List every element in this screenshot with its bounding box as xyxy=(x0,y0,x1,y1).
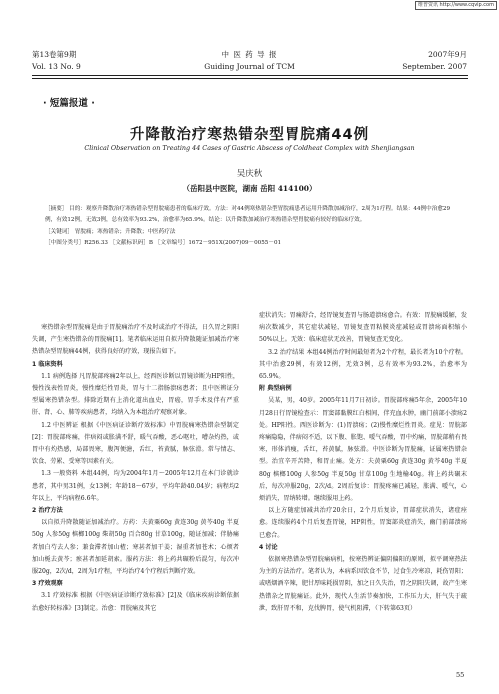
header-rule-second xyxy=(32,78,468,79)
header-date-cn: 2007年9月 xyxy=(428,50,467,59)
abstract-classification: ［中图分类号］R256.33 ［文献标识码］B ［文章编号］1672－951X(2007)09－0055－01 xyxy=(45,240,282,247)
body-right-column xyxy=(259,310,467,615)
body-paragraph: 3.2 治疗结果 本组44例治疗时间最短者为2个疗程，最长者为10个疗程。其中治愈29例，有效12例，无效3例，总有效率为93.2%，治愈率为65.9%。 xyxy=(259,348,467,381)
body-left-column xyxy=(32,322,239,615)
body-paragraph: 3.1 疗效标准 根据《中医病证诊断疗效标准》[2]及《临床疾病诊断依据治愈好转标准》[3]制定。治愈：胃脘痛及其它 xyxy=(32,592,239,612)
section-heading: 附 典型病例 xyxy=(259,385,292,393)
body-paragraph: 1.3 一般资料 本组44例，均为2004年1月～2005年12月在本门诊就诊患者，其中男31例，女13例；年龄18～67岁，平均年龄40.04岁；病程均2年以上，平均病程6.6年。 xyxy=(32,470,239,502)
section-heading: 1 临床资料 xyxy=(32,360,63,368)
abstract-summary: ［摘要］ 目的：观察升降散治疗寒热错杂型胃脘痛患者的临床疗效。方法：对44例寒热错杂型胃脘痛患者运用升降散加减治疗，2周为1疗程。结果：44例中治愈29例，有效12例，无效3例，总有效率为93.2%，治愈率为65.9%。结论：以升降散加减治疗寒热错杂型胃脘痛有较好的临床疗效。 xyxy=(45,206,451,224)
body-paragraph: 症状消失；胃痛舒合，经胃镜复查胃与肠道溃疡愈合。有效：胃脘痛缓解，发病次数减少，其它症状减轻，胃镜复查胃粘膜炎症减轻或胃溃疡面积缩小50%以上。无效：临床症状无改善，胃镜复查无变化。 xyxy=(259,312,467,344)
header-date-en: September. 2007 xyxy=(402,62,467,71)
header-journal-cn: 中 医 药 导 报 xyxy=(221,50,278,59)
watermark-stamp: 维普资讯 http://www.cqvip.com xyxy=(415,1,497,10)
header-rule xyxy=(32,75,468,76)
author-name: 吴庆秋 xyxy=(236,169,263,179)
body-paragraph: 1.2 中医辨证 根据《中医病证诊断疗效标准》中胃脘痛寒热错杂型制定[2]：胃脘部疼痛，伴痞闷或胀满不舒，暖气吞酸，恶心呕吐，嘈杂灼热，或胃中有灼热感，局部畏寒，腹泻便溏，舌红，苔黄腻，脉弦滑。常与情志、饮食、劳累、受寒等因素有关。 xyxy=(32,421,239,466)
body-paragraph: 吴某，男，40岁。2005年11月7日初诊。胃脘部疼痛5年余，2005年10月28日行胃镜检查示：胃窦部黏膜红白相间，伴充血水肿，幽门前部小溃疡2处。HP阳性。西医诊断为：(1)胃溃疡；(2)慢性糜烂性胃炎。症见：胃脘部疼痛隐隐，伴痞闷不适，以下腹、胀饱、嗳气吞酸，胃中灼痛，胃脘部稍有畏寒，形体消瘦，舌红，苔黄腻，脉弦滑。中医诊断为胃脘痛，证属寒热错杂型。治宜辛开苦降，和胃止痛。处方：夫黄粟60g 黄连30g 黄芩40g 半夏80g 槟榔100g 人参50g 半夏50g 甘草100g 生地榆40g。将上药共碾末后，每次冲服20g，2次/d。2周后复诊：胃脘疼痛已减轻，胀满、嗳气，心烦消失，胃纳转增。继续服用上药。 xyxy=(259,397,467,503)
body-paragraph: 1.1 病例选择 凡胃脘部疼痛2年以上，经西医诊断以胃镜诊断为HP阳性，慢性浅表性胃炎，慢性糜烂性胃炎，胃与十二指肠溃疡患者；且中医辨证分型属寒热错杂型。排除近期有上消化道出血史，胃癌，胃手术及伴有严重肝、肾、心、肺等疾病患者，均纳入为本组治疗观察对象。 xyxy=(32,372,239,417)
body-paragraph: 以上方随症加减共治疗20余日，2个月后复诊，胃部症状消失，诸症痊愈。连续服药4个月后复查胃镜，HP阴性，胃窦部炎症消失，幽门前部溃疡已愈合。 xyxy=(259,507,467,539)
section-label: · 短篇报道 · xyxy=(43,98,95,109)
abstract-keywords: ［关键词］ 胃脘痛；寒热错杂；升降散；中医药疗法 xyxy=(45,228,176,235)
author-affiliation: （岳阳县中医院，湖南 岳阳 414100） xyxy=(182,184,317,193)
header-journal-en: Guiding Journal of TCM xyxy=(204,62,295,71)
header-volume-cn: 第13卷第9期 xyxy=(32,50,77,59)
section-heading: 3 疗效观察 xyxy=(32,580,63,588)
body-paragraph: 依据寒热错杂型胃脘痛病机，按寒热辨证偏阴偏阳的原则，拟平调寒热法为主的方法治疗。笔者认为，本病系因饮食不节，过食生冷寒凉，耗伤胃阳；或嗜烟酒辛辣，肥甘厚味耗损胃阴，加之日久失治，胃之阴阳失调，故产生寒热错杂之胃脘痛证。此外，现代人生活节奏加快，工作压力大，肝气失于疏泄，致肝胃不和，克伐脾胃，使气机阻滞，（下转第63页） xyxy=(259,556,467,612)
body-paragraph: 以自拟升降散随证加减治疗。方药：夫黄粟60g 黄连30g 黄芩40g 半夏50g 人参50g 槟榔100g 柴胡50g 百合80g 甘草100g，随证加减；伴胁痛者加白芍去人参；兼食滞者加山楂；寒甚者加干姜；湿重者加苍术；心烦者加山栀去黄芩；瘀甚者加延胡索。服药方法：将上药共碾粉后混匀，每次冲服20g，2次/d，2周为1疗程，平均治疗4个疗程后判断疗效。 xyxy=(32,519,239,576)
section-heading: 4 讨论 xyxy=(259,543,278,551)
section-heading: 2 治疗方法 xyxy=(32,507,63,515)
article-title: 升降散治疗寒热错杂型胃脘痛44例 xyxy=(129,127,370,143)
article-title-en: Clinical Observation on Treating 44 Cases of Gastric Abscess of Coldheat Complex with Shenjiangsan xyxy=(84,144,415,152)
page-number: 55 xyxy=(456,671,465,679)
body-paragraph: 寒热错杂型胃脘痛是由于胃脘痛治疗不及时或治疗不得法，日久胃之阴阳失调，产生寒热错杂的胃脘痛[1]。笔者临床运用自拟升降散随证加减治疗寒热错杂型胃脘痛44例，获得良好的疗效，现报告如下。 xyxy=(32,324,239,356)
abstract-block xyxy=(45,204,459,250)
header-volume-en: Vol. 13 No. 9 xyxy=(32,62,81,71)
